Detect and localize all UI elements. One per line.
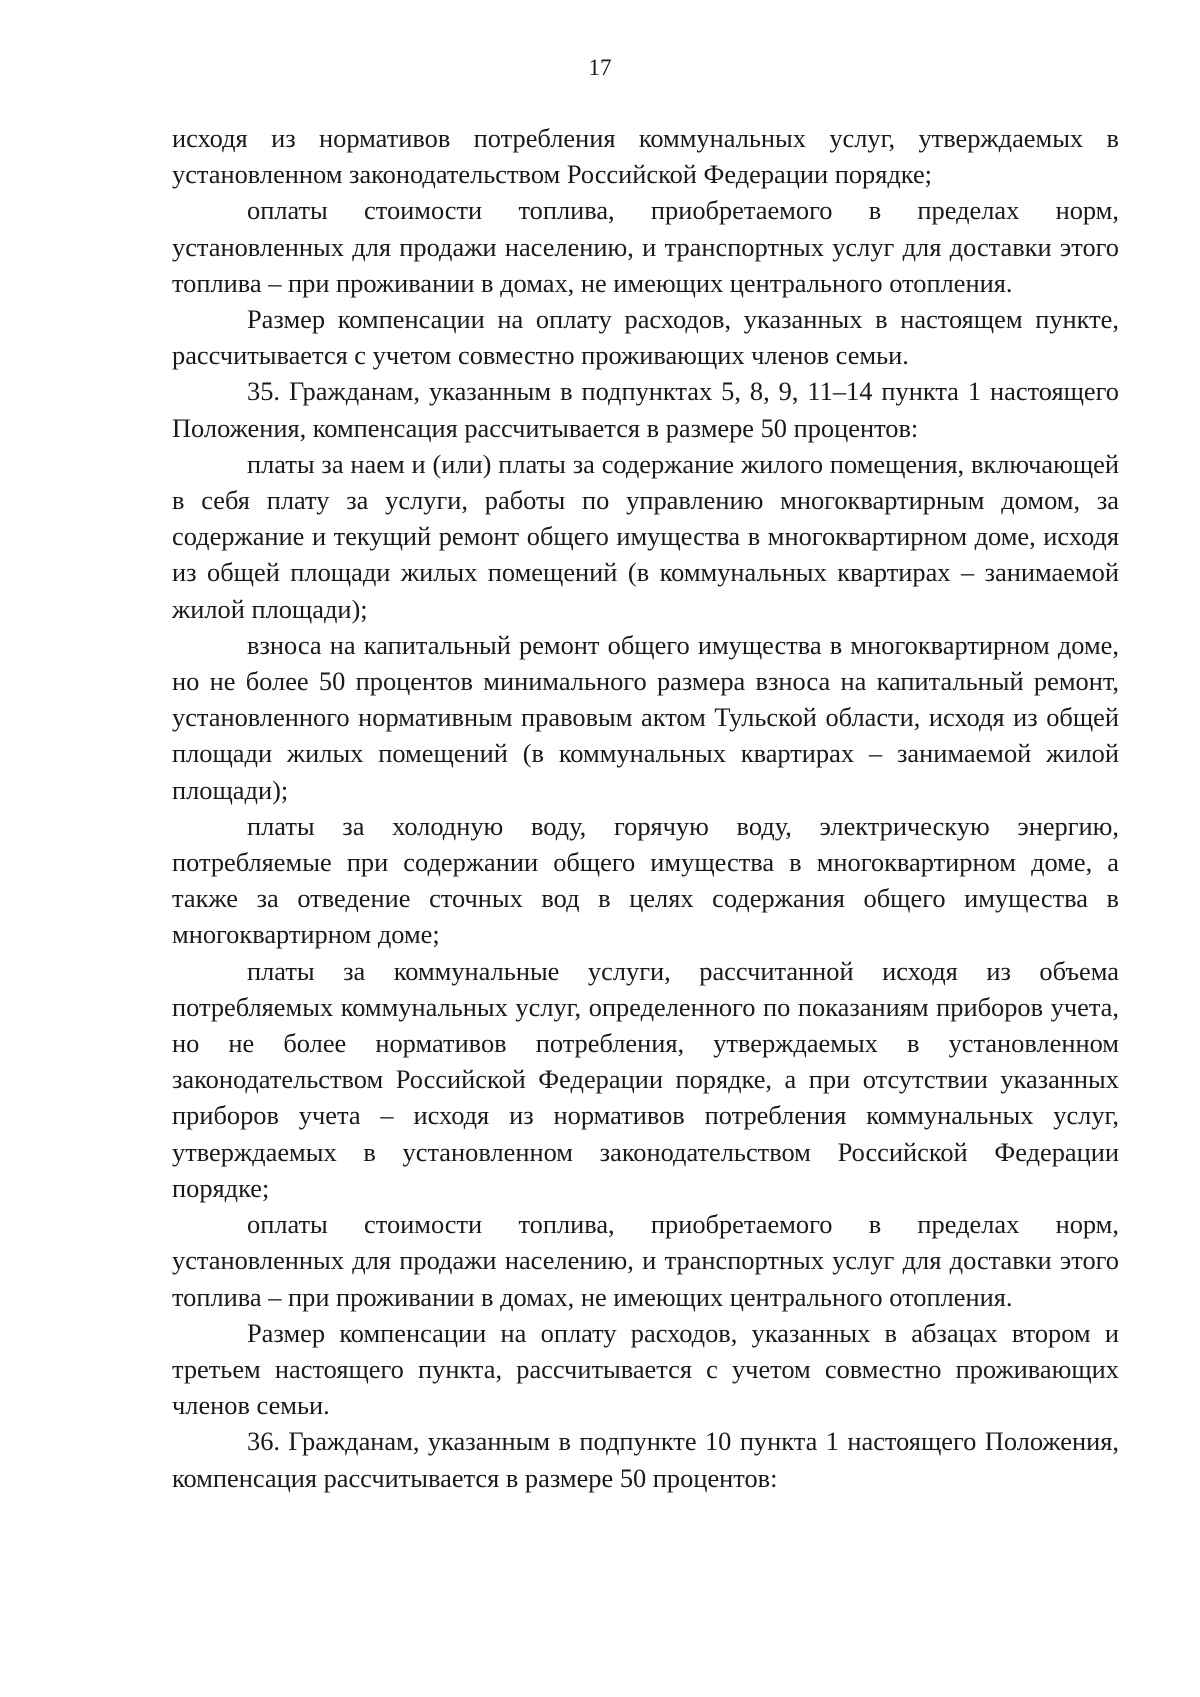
paragraph: исходя из нормативов потребления коммунальных услуг, утверждаемых в установленном законодательством Российской Федерации порядке;: [172, 123, 1119, 190]
page-number: 17: [588, 55, 612, 80]
paragraph: Размер компенсации на оплату расходов, указанных в настоящем пункте, рассчитывается с учетом совместно проживающих членов семьи.: [172, 304, 1119, 371]
paragraph: платы за холодную воду, горячую воду, электрическую энергию, потребляемые при содержании общего имущества в многоквартирном доме, а также за отведение сточных вод в целях содержания общего имущества в многоквартирном доме;: [172, 810, 1119, 950]
paragraph-section-36: 36. Гражданам, указанным в подпункте 10 пункта 1 настоящего Положения, компенсация рассчитывается в размере 50 процентов:: [172, 1426, 1119, 1493]
paragraph-section-35: 35. Гражданам, указанным в подпунктах 5, 8, 9, 11–14 пункта 1 настоящего Положения, компенсация рассчитывается в размере 50 процентов:: [172, 376, 1119, 443]
document-body: [172, 120, 1119, 1496]
paragraph: оплаты стоимости топлива, приобретаемого в пределах норм, установленных для продажи населению, и транспортных услуг для доставки этого топлива – при проживании в домах, не имеющих центрального отопления.: [172, 1209, 1119, 1312]
paragraph: взноса на капитальный ремонт общего имущества в многоквартирном доме, но не более 50 процентов минимального размера взноса на капитальный ремонт, установленного нормативным правовым актом Тульской области, исходя из общей площади жилых помещений (в коммунальных квартирах – занимаемой жилой площади);: [172, 629, 1119, 805]
paragraph: платы за наем и (или) платы за содержание жилого помещения, включающей в себя плату за услуги, работы по управлению многоквартирным домом, за содержание и текущий ремонт общего имущества в многоквартирном доме, исходя из общей площади жилых помещений (в коммунальных квартирах – занимаемой жилой площади);: [172, 448, 1119, 624]
paragraph: платы за коммунальные услуги, рассчитанной исходя из объема потребляемых коммунальных услуг, определенного по показаниям приборов учета, но не более нормативов потребления, утверждаемых в установленном законодательством Российской Федерации порядке, а при отсутствии указанных приборов учета – исходя из нормативов потребления коммунальных услуг, утверждаемых в установленном законодательством Российской Федерации порядке;: [172, 955, 1119, 1203]
paragraph: Размер компенсации на оплату расходов, указанных в абзацах втором и третьем настоящего пункта, рассчитывается с учетом совместно проживающих членов семьи.: [172, 1317, 1119, 1421]
paragraph: оплаты стоимости топлива, приобретаемого в пределах норм, установленных для продажи населению, и транспортных услуг для доставки этого топлива – при проживании в домах, не имеющих центрального отопления.: [172, 195, 1119, 298]
